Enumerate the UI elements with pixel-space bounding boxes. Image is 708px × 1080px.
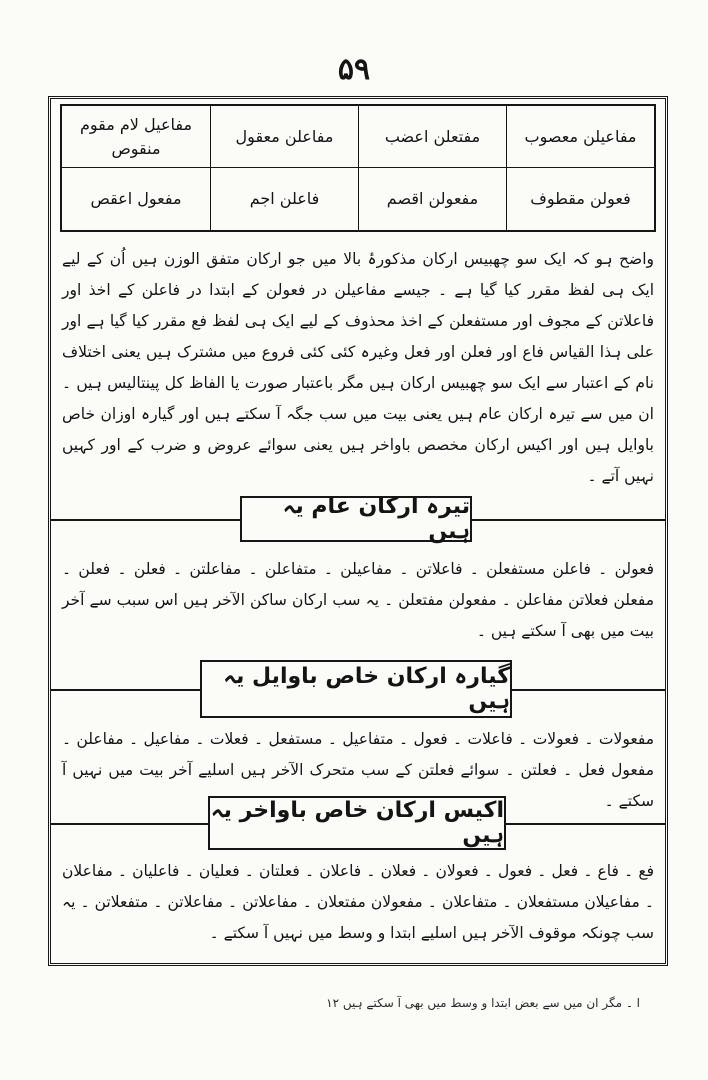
table-cell: مفاعیل لام مقوم منقوص bbox=[62, 106, 210, 168]
table-cell: فعولن مقطوف bbox=[506, 168, 654, 230]
final-arkan-paragraph: فع ۔ فاع ۔ فعل ۔ فعول ۔ فعولان ۔ فعلان ۔ فاعلان ۔ فعلتان ۔ فعلیان ۔ فاعلیان ۔ مفاعلان ۔ مفاعیلان مستفعلان ۔ متفاعلان ۔ مفعولان مفتعلان ۔ مفاعلاتن ۔ مفاعلاتن ۔ متفعلاتن ۔ یہ سب چونکہ موقوف الآخر ہیں اسلیے ابتدا و وسط میں نہیں آ سکتے ۔ bbox=[62, 862, 654, 942]
common-arkan-paragraph: فعولن ۔ فاعلن مستفعلن ۔ فاعلاتن ۔ مفاعیلن ۔ متفاعلن ۔ مفاعلتن ۔ فعلن ۔ فعلن ۔ مفعلن فعلاتن مفاعلن ۔ مفعولن مفتعلن ۔ یہ سب ارکان ساکن الآخر ہیں اس سبب سے آخر بیت میں بھی آ سکتے ہیں ۔ bbox=[62, 560, 654, 640]
footnote: ا ۔ مگر ان میں سے بعض ابتدا و وسط میں بھی آ سکتے ہیں ۱۲ bbox=[326, 996, 640, 1010]
table-cell: مفعول اعقص bbox=[90, 189, 182, 208]
table-cell: مفتعلن اعضب bbox=[358, 106, 506, 168]
prosody-table bbox=[60, 104, 656, 232]
section-heading-final-arkan: اکیس ارکان خاص باواخر یہ ہیں bbox=[208, 796, 506, 850]
section-heading-common-arkan: تیرہ ارکان عام یہ ہیں bbox=[240, 496, 472, 542]
intro-paragraph: واضح ہو کہ ایک سو چھبیس ارکان مذکورۂ بالا میں جو ارکان متفق الوزن ہیں اُن کے لیے ایک ہی لفظ مقرر کیا گیا ہے ۔ جیسے مفاعیلن در فعولن کے ابتدا در فاعلن کے اخذ اور فاعلاتن کے مجوف اور مستفعلن کے اخذ محذوف کے لیے ایک ہی لفظ فع مقرر کیا گیا ہے اور علی ہذا القیاس فاع اور فعلن اور فعل وغیرہ کئی کئی فروع میں مشترک ہیں یعنی اختلاف نام کے اعتبار سے ایک سو چھبیس ارکان ہیں مگر باعتبار صورت یا الفاظ کل پینتالیس ہیں ۔ ان میں سے تیرہ ارکان عام ہیں یعنی بیت میں سب جگہ آ سکتے ہیں اور گیارہ اوزان خاص باوایل ہیں اور اکیس ارکان مخصص باواخر ہیں یعنی سوائے عروض و ضرب کے اور کہیں نہیں آتے ۔ bbox=[62, 250, 654, 485]
table-cell: مفاعیلن معصوب bbox=[506, 106, 654, 168]
table-cell: فاعلن اجم bbox=[210, 168, 358, 230]
section-heading-initial-arkan: گیارہ ارکان خاص باوایل یہ ہیں bbox=[200, 660, 512, 718]
table-cell: مفاعلن معقول bbox=[210, 106, 358, 168]
page-number: ۵۹ bbox=[337, 52, 371, 87]
initial-arkan-paragraph: مفعولات ۔ فعولات ۔ فاعلات ۔ فعول ۔ متفاعیل ۔ مستفعل ۔ فعلات ۔ مفاعیل ۔ مفاعلن ۔ مفعول فعل ۔ فعلتن ۔ سوائے فعلتن کے سب متحرک الآخر ہیں اسلیے آخر بیت میں نہیں آ سکتے ۔ bbox=[62, 730, 654, 810]
table-cell: مفعولن اقصم bbox=[358, 168, 506, 230]
